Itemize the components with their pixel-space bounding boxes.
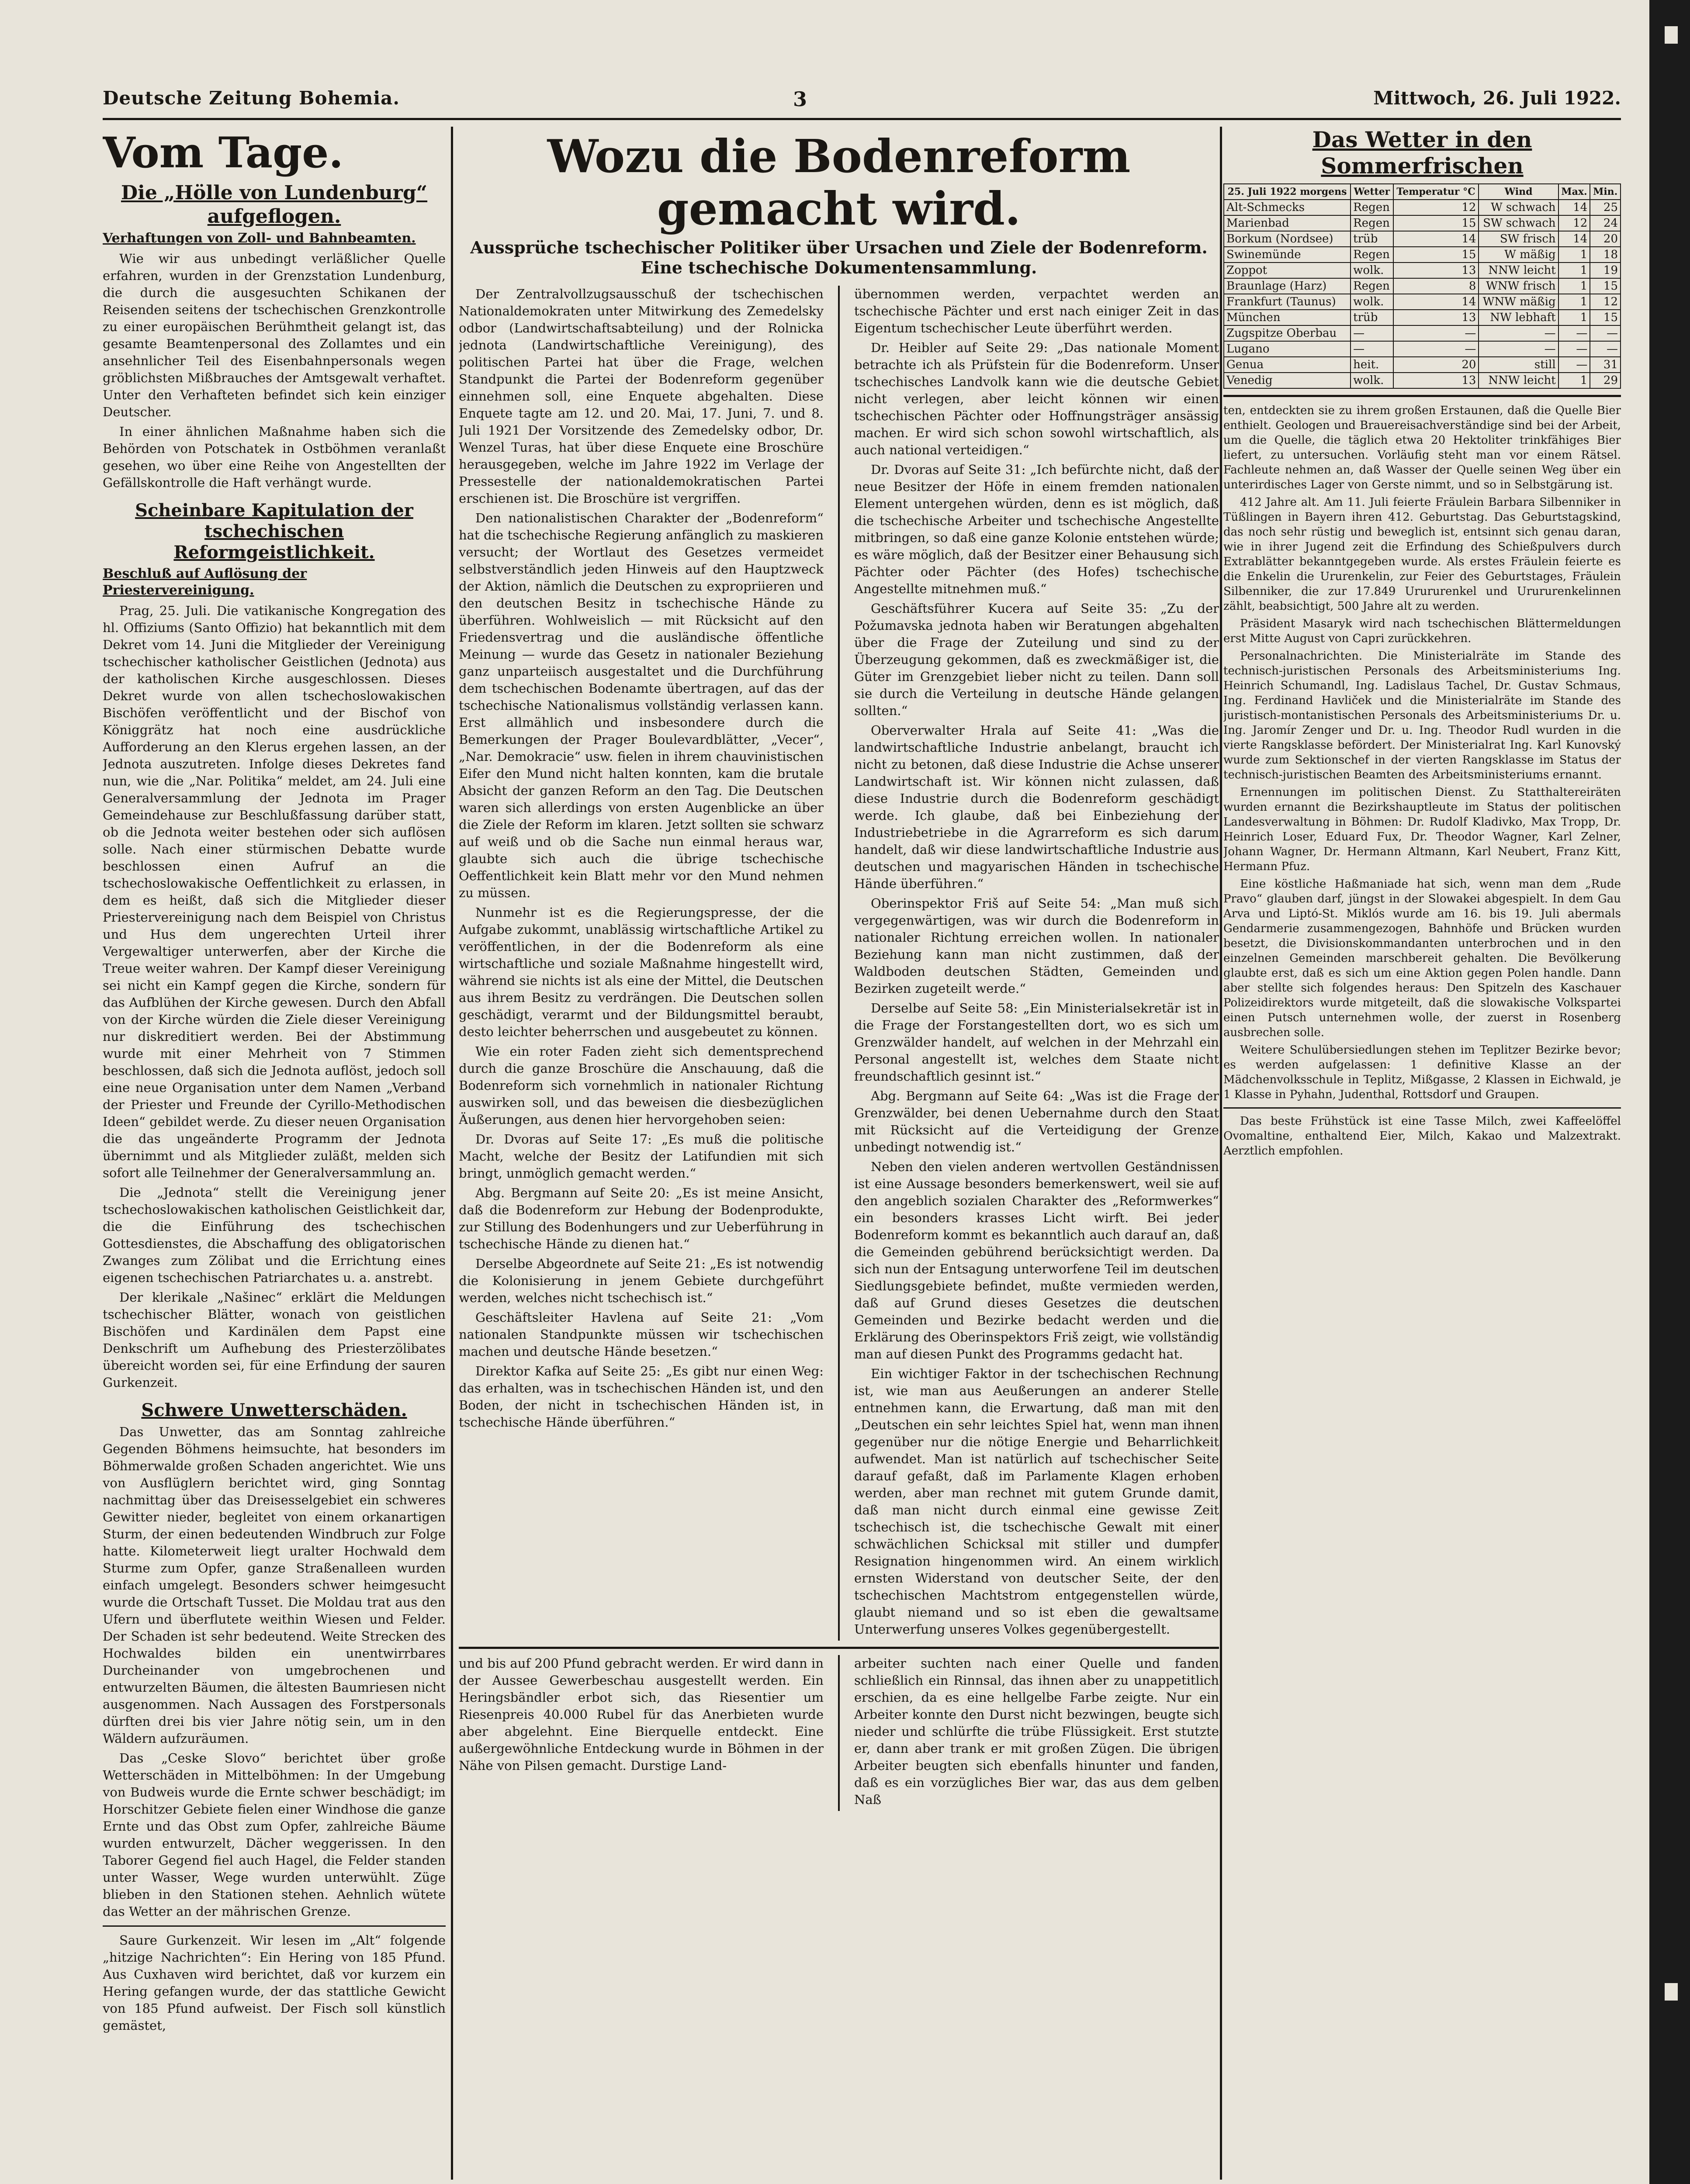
weather-cell: 15 xyxy=(1590,310,1621,325)
article-paragraph: Wie ein roter Faden zieht sich dementsprechend durch die ganze Broschüre die Anschauung, daß die Bodenreform sich vornehmlich in nationaler Richtung auswirken soll, und das beweisen die diesbezüglichen Äußerungen, aus denen hier hervorgehoben seien: xyxy=(459,1044,824,1127)
weather-cell: SW frisch xyxy=(1479,231,1558,247)
weather-cell: 24 xyxy=(1590,215,1621,231)
weather-date-header: 25. Juli 1922 morgens xyxy=(1224,184,1351,200)
weather-cell: — xyxy=(1393,341,1479,357)
weather-cell: 1 xyxy=(1558,310,1590,325)
quote-paragraph: Abg. Bergmann auf Seite 64: „Was ist die Frage der Grenzwälder, bei denen Uebernahme durch den Staat mit Rücksicht auf die Verteidigung der Grenze unbedingt notwendig ist.“ xyxy=(854,1089,1219,1154)
quote-paragraph: Abg. Bergmann auf Seite 20: „Es ist meine Ansicht, daß die Bodenreform zur Hebung der Bodenprodukte, zur Stillung des Bodenhungers und zur Ueberführung in tschechische Hände zu dienen hat.“ xyxy=(459,1185,824,1251)
quote-paragraph: Dr. Dvoras auf Seite 31: „Ich befürchte nicht, daß der neue Besitzer der Höfe in einem fremden nationalen Element untergehen würden, denn es ist möglich, daß die tschechische Arbeiter und tschechische Angestellte mitbringen, so daß eine ganze Kolonie entstehen würde; es wäre möglich, daß der Besitzer einer Behausung sich Pächter oder Pächter (des Hofes) tschechische Angestellte mitnehmen muß.“ xyxy=(854,462,1219,596)
weather-cell: wolk. xyxy=(1351,263,1393,278)
section-divider xyxy=(1223,1107,1621,1109)
weather-cell: 13 xyxy=(1393,263,1479,278)
weather-cell: wolk. xyxy=(1351,373,1393,388)
weather-cell: — xyxy=(1393,325,1479,341)
weather-row xyxy=(1224,294,1621,310)
article-paragraph: Wie wir aus unbedingt verläßlicher Quelle erfahren, wurden in der Grenzstation Lundenburg, die durch die ausgesuchten Schikanen der Reisenden seitens der tschechischen Grenzkontrolle zu einer europäischen Berühmtheit gelangt ist, das gesamte Beamtenpersonal des Zollamtes und ein ansehnlicher Teil des Eisenbahnpersonals wegen gröblichsten Mißbrauches der Amtsgewalt verhaftet. Unter den Verhafteten befindet sich kein einziger Deutscher. xyxy=(103,251,446,419)
article-paragraph: Die „Jednota“ stellt die Vereinigung jener tschechoslowakischen katholischen Geistlichkeit dar, die die Einführung des tschechischen Gottesdienstes, die Abschaffung des obligatorischen Zwanges zum Zölibat und die Errichtung eines eigenen tschechischen Patriarchates u. a. anstrebt. xyxy=(103,1185,446,1285)
article-paragraph: Neben den vielen anderen wertvollen Geständnissen ist eine Aussage besonders bemerkenswert, weil sie auf den angeblich sozialen Charakter des „Reformwerkes“ ein besonders krasses Licht wirft. Bei jeder Bodenreform kommt es bekanntlich auch darauf an, daß die Gemeinden gebührend berücksichtigt werden. Da sich nun der Entsagung unterworfene Teil im deutschen Siedlungsgebiete befindet, mußte vermieden werden, daß auf Grund dieses Gesetzes die deutschen Gemeinden und Bezirke bedacht werden und die Erklärung des Oberinspektors Friš zeigt, wie vollständig man auf diesen Punkt des Programms gedacht hat. xyxy=(854,1159,1219,1362)
article-paragraph: Ein wichtiger Faktor in der tschechischen Rechnung ist, wie man aus Aeußerungen an anderer Stelle entnehmen kann, die Erwartung, daß man mit den „Deutschen ein sehr leichtes Spiel hat, wenn man ihnen gegenüber nur die nötige Energie und Beharrlichkeit aufwendet. Man ist natürlich auf tschechischer Seite darauf gefaßt, daß im Parlamente Klagen erhoben werden, aber man rechnet mit gutem Grunde damit, daß man nicht durch einmal eine gewisse Zeit tschechisch ist, die tschechische Gewalt mit einer schwächlichen Schicksal mit stiller und dumpfer Resignation hingenommen wird. An einem wirklich ernsten Widerstand von deutscher Seite, der den tschechischen Machtstrom entgegenstellen würde, glaubt niemand und so ist eben die gewaltsame Unterwerfung unseres Volkes gegenübergestellt. xyxy=(854,1366,1219,1637)
weather-row xyxy=(1224,325,1621,341)
weather-cell: NNW leicht xyxy=(1479,263,1558,278)
main-subheadline: Eine tschechische Dokumentensammlung. xyxy=(641,258,1037,277)
main-article-columns xyxy=(459,286,1219,1641)
weather-cell: 15 xyxy=(1393,247,1479,263)
article-paragraph: Der Zentralvollzugsausschuß der tschechischen Nationaldemokraten unter Mitwirkung des Zemedelsky odbor (Landwirtschaftsabteilung) und der Rolnicka jednota (Landwirtschaftliche Vereinigung), des politischen Partei hat über die Frage, welchen Standpunkt die Partei der Bodenreform gegenüber einnehmen soll, eine Enquete abgehalten. Diese Enquete tagte am 12. und 20. Mai, 17. Juni, 7. und 8. Juli 1921 Der Vorsitzende des Zemedelsky odbor, Dr. Wenzel Turas, hat über diese Enquete eine Broschüre herausgegeben, welche im Jahre 1922 im Verlage der Pressestelle der nationaldemokratischen Partei erschienen ist. Die Broschüre ist vergriffen. xyxy=(459,287,824,506)
article-paragraph: Weitere Schulübersiedlungen stehen im Teplitzer Bezirke bevor; es werden aufgelassen: 1 definitive Klasse an der Mädchenvolksschule in Teplitz, Mißgasse, 2 Klassen in Eichwald, je 1 Klasse in Pyhahn, Judenthal, Rottsdorf und Graupen. xyxy=(1223,1044,1621,1101)
article-lede: Beschluß auf Auflösung der Priestervereinigung. xyxy=(103,566,307,598)
article-paragraph: Prag, 25. Juli. Die vatikanische Kongregation des hl. Offiziums (Santo Offizio) hat bekanntlich mit dem Dekret vom 14. Juni die Mitglieder der Vereinigung tschechischer katholischer Geistlichen (Jednota) aus der katholischen Kirche ausgeschlossen. Dieses Dekret wurde von allen tschechoslowakischen Bischöfen veröffentlicht und der Bischof von Königgrätz hat noch eine ausdrückliche Aufforderung an den Klerus ergehen lassen, an der Jednota auszutreten. Infolge dieses Dekretes fand nun, wie die „Nar. Politika“ meldet, am 24. Juli eine Generalversammlung der Jednota im Prager Gemeindehause zur Beschlußfassung darüber statt, ob die Jednota weiter bestehen oder sich auflösen solle. Nach einer stürmischen Debatte wurde beschlossen einen Aufruf an die tschechoslowakische Oeffentlichkeit zu erlassen, in dem es heißt, daß sich die Mitglieder dieser Priestervereinigung nach dem Beispiel von Christus und Hus dem ungerechten Urteil ihrer Vergewaltiger unterwerfen, aber der Kirche die Treue weiter wahren. Der Kampf dieser Vereinigung sei nicht ein Kampf gegen die Kirche, sondern für das Aufblühen der Kirche gewesen. Durch den Abfall von der Kirche würden die Ziele dieser Vereinigung nur diskreditiert werden. Bei der Abstimmung wurde mit einer Mehrheit von 7 Stimmen beschlossen, daß sich die Jednota auflöst, jedoch soll eine neue Organisation unter dem Namen „Verband der Priester und Freunde der Cyrillo-Methodischen Ideen“ gebildet werde. Zu dieser neuen Organisation die das ungeänderte Programm der Jednota übernimmt und als Mitglieder zuläßt, melden sich sofort alle Teilnehmer der Generalversammlung an. xyxy=(103,603,446,1180)
weather-cell: W mäßig xyxy=(1479,247,1558,263)
advertisement: Das beste Frühstück ist eine Tasse Milch, zwei Kaffeelöffel Ovomaltine, enthaltend Eier, Milch, Kakao und Malzextrakt. Aerztlich empfohlen. xyxy=(1223,1115,1621,1158)
article-lede: Verhaftungen von Zoll- und Bahnbeamten. xyxy=(103,231,416,246)
article-headline: Die „Hölle von Lundenburg“ aufgeflogen. xyxy=(121,182,428,228)
weather-cell: SW schwach xyxy=(1479,215,1558,231)
weather-col-header: Wetter xyxy=(1351,184,1393,200)
weather-cell: — xyxy=(1351,341,1393,357)
weather-location: Zugspitze Oberbau xyxy=(1224,325,1351,341)
weather-table-body xyxy=(1224,200,1621,388)
weather-cell: — xyxy=(1558,357,1590,373)
weather-cell: — xyxy=(1479,325,1558,341)
weather-cell: 14 xyxy=(1558,231,1590,247)
weather-cell: Regen xyxy=(1351,200,1393,215)
weather-cell: 14 xyxy=(1558,200,1590,215)
weather-cell: — xyxy=(1558,325,1590,341)
weather-cell: wolk. xyxy=(1351,294,1393,310)
weather-cell: 1 xyxy=(1558,247,1590,263)
article-paragraph: Personalnachrichten. Die Ministerialräte im Stande des technisch-juristischen Personals des Arbeitsministeriums Ing. Heinrich Schumandl, Ing. Ladislaus Tachel, Dr. Gustav Schmaus, Ing. Ferdinand Havliček und die Ministerialräte im Stande des juristisch-montanistischen Personals des Arbeitsministeriums Dr. u. Ing. Jaromír Zenger und Dr. u. Ing. Theodor Rudl wurden in die vierte Rangsklasse befördert. Der Ministerialrat Ing. Karl Kunovský wurde zum Sektionschef in der vierten Rangsklasse im Status der technisch-juristischen Beamten des Arbeitsministeriums ernannt. xyxy=(1223,650,1621,781)
weather-cell: 29 xyxy=(1590,373,1621,388)
quote-paragraph: Oberinspektor Friš auf Seite 54: „Man muß sich vergegenwärtigen, was wir durch die Bodenreform in nationaler Richtung erreichen wollen. In nationaler Beziehung kann man nicht zustimmen, daß der Waldboden deutschen Städten, Gemeinden und Bezirken zugeteilt werde.“ xyxy=(854,896,1219,996)
weather-cell: 1 xyxy=(1558,294,1590,310)
main-headline: Wozu die Bodenreform gemacht wird. xyxy=(547,129,1131,235)
weather-cell: 18 xyxy=(1590,247,1621,263)
weather-col-header: Temperatur °C xyxy=(1393,184,1479,200)
weather-cell: — xyxy=(1558,341,1590,357)
article-paragraph: ten, entdeckten sie zu ihrem großen Erstaunen, daß die Quelle Bier enthielt. Geologen und Brauereisachverständige sind bei der Arbeit, um die Quelle, die täglich etwa 20 Hektoliter trinkfähiges Bier liefert, zu untersuchen. Vorläufig steht man vor einem Rätsel. Fachleute nehmen an, daß Wasser der Quelle seinen Weg über ein unterirdisches Lager von Gerste nimmt, und so in Selbstgärung ist. xyxy=(1223,404,1621,491)
quote-paragraph: Dr. Heibler auf Seite 29: „Das nationale Moment betrachte ich als Prüfstein für die Bodenreform. Unser tschechisches Landvolk kann wie die deutsche Gebiet nicht verlegen, aber leicht können wir einen tschechischen Pächter oder Hoffnungsträger ansässig machen. Er wird sich schon sowohl wirtschaftlich, als auch national verteidigen.“ xyxy=(854,340,1219,457)
weather-cell: 31 xyxy=(1590,357,1621,373)
quote-paragraph: Geschäftsleiter Havlena auf Seite 21: „Vom nationalen Standpunkte müssen wir tschechischen machen und deutsche Hände besetzen.“ xyxy=(459,1310,824,1359)
section-divider xyxy=(459,1647,1219,1649)
weather-cell: 1 xyxy=(1558,373,1590,388)
weather-row xyxy=(1224,215,1621,231)
main-article-left xyxy=(459,286,824,1641)
weather-cell: still xyxy=(1479,357,1558,373)
weather-location: Swinemünde xyxy=(1224,247,1351,263)
quote-paragraph: Geschäftsführer Kucera auf Seite 35: „Zu der Požumavska jednota haben wir Beratungen abgehalten über die Frage der Zuteilung und sind zu der Überzeugung gekommen, daß es zweckmäßiger ist, die Güter im Grenzgebiet lieber nicht zu teilen. Dann soll sie durch die Verteilung in deutsche Hände gelangen sollten.“ xyxy=(854,601,1219,718)
weather-cell: W schwach xyxy=(1479,200,1558,215)
quote-paragraph: Direktor Kafka auf Seite 25: „Es gibt nur einen Weg: das erhalten, was in tschechischen Händen ist, und den Boden, der nicht in tschechischen Händen ist, in tschechische Hände überführen.“ xyxy=(459,1364,824,1430)
weather-cell: 12 xyxy=(1590,294,1621,310)
column-rule xyxy=(1220,127,1222,2180)
weather-cell: NW lebhaft xyxy=(1479,310,1558,325)
weather-row xyxy=(1224,278,1621,294)
article-paragraph: 412 Jahre alt. Am 11. Juli feierte Fräulein Barbara Silbenniker in Tüßlingen in Bayern ihren 412. Geburtstag. Das Geburtstagskind, das noch sehr rüstig und beweglich ist, entsinnt sich genau daran, wie in ihrer Jugend zeit die Erfindung des Schießpulvers durch Extrablätter bekanntgegeben wurde. Als erstes Fräulein feierte es die Enkelin die Ururenkelin, zur Feier des Geburtstages, Fräulein Silbenniker, die zur 17.849 Urururenkel und Urururenkelinnen zählt, beabsichtigt, 500 Jahre alt zu werden. xyxy=(1223,496,1621,613)
article-paragraph: Ernennungen im politischen Dienst. Zu Statthaltereiräten wurden ernannt die Bezirkshauptleute im Status der politischen Landesverwaltung in Böhmen: Dr. Rudolf Kladivko, Max Tropp, Dr. Heinrich Loser, Eduard Fux, Dr. Theodor Wagner, Karl Zelner, Johann Wagner, Dr. Hermann Altmann, Karl Neubert, Franz Kitt, Hermann Pfuz. xyxy=(1223,786,1621,873)
weather-cell: 14 xyxy=(1393,294,1479,310)
weather-row xyxy=(1224,247,1621,263)
weather-cell: 15 xyxy=(1393,215,1479,231)
masthead xyxy=(103,87,1621,118)
weather-location: Marienbad xyxy=(1224,215,1351,231)
weather-location: Venedig xyxy=(1224,373,1351,388)
weather-location: Lugano xyxy=(1224,341,1351,357)
article-paragraph: Der klerikale „Našinec“ erklärt die Meldungen tschechischer Blätter, wonach von geistlichen Bischöfen und Kardinälen dem Papst eine Denkschrift um Aufhebung des Priesterzölibates übereicht worden sei, für eine Erfindung der sauren Gurkenzeit. xyxy=(103,1290,446,1390)
weather-cell: — xyxy=(1590,341,1621,357)
scan-edge xyxy=(1649,0,1690,2184)
weather-cell: 15 xyxy=(1590,278,1621,294)
weather-cell: Regen xyxy=(1351,247,1393,263)
weather-row xyxy=(1224,263,1621,278)
section-title: Vom Tage. xyxy=(103,128,343,177)
scan-edge-mark xyxy=(1665,26,1678,44)
weather-col-header: Min. xyxy=(1590,184,1621,200)
weather-cell: 20 xyxy=(1590,231,1621,247)
quote-paragraph: Derselbe auf Seite 58: „Ein Ministerialsekretär ist in die Frage der Forstangestellten dort, wo es sich um Grenzwälder handelt, auf welchen in der Mehrzahl ein Personal angestellt ist, welches dem Staate nicht freundschaftlich gesinnt ist.“ xyxy=(854,1001,1219,1084)
article-headline: Schwere Unwetterschäden. xyxy=(141,1400,407,1420)
weather-cell: 13 xyxy=(1393,310,1479,325)
weather-cell: 13 xyxy=(1393,373,1479,388)
weather-cell: 14 xyxy=(1393,231,1479,247)
article-paragraph: Nunmehr ist es die Regierungspresse, der die Aufgabe zukommt, unablässig wirtschaftliche Artikel zu veröffentlichen, in der die Bodenreform als eine wirtschaftliche und soziale Maßnahme hingestellt wird, während sie nichts ist als eine der Mittel, die Deutschen aus ihrem Besitz zu verdrängen. Die Deutschen sollen geschädigt, verarmt und der Bildungsmittel beraubt, desto leichter beherrschen und ausgebeutet zu können. xyxy=(459,905,824,1039)
weather-cell: 20 xyxy=(1393,357,1479,373)
weather-location: Frankfurt (Taunus) xyxy=(1224,294,1351,310)
weather-cell: 8 xyxy=(1393,278,1479,294)
masthead-rule xyxy=(103,118,1621,120)
weather-cell: trüb xyxy=(1351,231,1393,247)
article-paragraph: Saure Gurkenzeit. Wir lesen im „Alt“ folgende „hitzige Nachrichten“: Ein Hering von 185 Pfund. Aus Cuxhaven wird berichtet, daß vor kurzem ein Hering gefangen wurde, der das stattliche Gewicht von 185 Pfund aufweist. Der Fisch soll künstlich gemästet, xyxy=(103,1933,446,2033)
weather-cell: WNW frisch xyxy=(1479,278,1558,294)
weather-cell: 19 xyxy=(1590,263,1621,278)
main-article-right xyxy=(854,286,1219,1641)
weather-cell: — xyxy=(1479,341,1558,357)
weather-location: Braunlage (Harz) xyxy=(1224,278,1351,294)
weather-location: Alt-Schmecks xyxy=(1224,200,1351,215)
weather-row xyxy=(1224,341,1621,357)
weather-location: München xyxy=(1224,310,1351,325)
main-subheadline: Aussprüche tschechischer Politiker über Ursachen und Ziele der Bodenreform. xyxy=(470,238,1208,257)
column-left xyxy=(103,127,446,2184)
weather-row xyxy=(1224,373,1621,388)
article-paragraph: übernommen werden, verpachtet werden an tschechische Pächter und erst nach einiger Zeit in das Eigentum tschechischer Leute überführt werden. xyxy=(854,287,1219,335)
weather-cell: heit. xyxy=(1351,357,1393,373)
scan-edge-mark xyxy=(1665,1983,1678,2001)
column-rule xyxy=(838,1655,840,1811)
column-rule xyxy=(451,127,453,2180)
quote-paragraph: Derselbe Abgeordnete auf Seite 21: „Es ist notwendig die Kolonisierung in jenem Gebiete durchgeführt werden, welches nicht tschechisch ist.“ xyxy=(459,1256,824,1305)
weather-cell: — xyxy=(1590,325,1621,341)
weather-cell: 1 xyxy=(1558,278,1590,294)
weather-location: Genua xyxy=(1224,357,1351,373)
article-paragraph: Präsident Masaryk wird nach tschechischen Blättermeldungen erst Mitte August von Capri zurückkehren. xyxy=(1223,617,1621,645)
weather-row xyxy=(1224,357,1621,373)
weather-title: Das Wetter in den Sommerfrischen xyxy=(1312,127,1532,179)
weather-row xyxy=(1224,231,1621,247)
column-main xyxy=(459,127,1219,2184)
column-right xyxy=(1223,127,1621,2184)
article-paragraph: arbeiter suchten nach einer Quelle und fanden schließlich ein Rinnsal, das ihnen aber zu unappetitlich erschien, da es eine hellgelbe Farbe zeigte. Nur ein Arbeiter konnte den Durst nicht bezwingen, beugte sich nieder und schlürfte die trübe Flüssigkeit. Erst stutzte er, dann aber trank er mit großen Zügen. Die übrigen Arbeiter beugten sich ebenfalls hinunter und fanden, daß es ein vorzügliches Bier war, das aus dem gelben Naß xyxy=(854,1656,1219,1807)
weather-location: Borkum (Nordsee) xyxy=(1224,231,1351,247)
weather-cell: NNW leicht xyxy=(1479,373,1558,388)
weather-col-header: Wind xyxy=(1479,184,1558,200)
masthead-paper-name: Deutsche Zeitung Bohemia. xyxy=(103,87,400,109)
article-paragraph: Das Unwetter, das am Sonntag zahlreiche Gegenden Böhmens heimsuchte, hat besonders im Böhmerwalde großen Schaden angerichtet. Wie uns von Ausflüglern berichtet wird, ging Sonntag nachmittag über das Dreisesselgebiet ein schweres Gewitter nieder, begleitet von einem orkanartigen Sturm, der einen bedeutenden Windbruch zur Folge hatte. Kilometerweit liegt uralter Hochwald dem Sturme zum Opfer, ganze Straßenalleen wurden einfach umgelegt. Besonders schwer heimgesucht wurde die Ortschaft Tusset. Die Moldau trat aus den Ufern und überflutete weithin Wiesen und Felder. Der Schaden ist sehr bedeutend. Weite Strecken des Hochwaldes bilden ein unentwirrbares Durcheinander von umgebrochenen und entwurzelten Bäumen, die ältesten Baumriesen nicht ausgenommen. Nach Aussagen des Forstpersonals dürften drei bis vier Jahre nötig sein, um in den Wäldern aufzuräumen. xyxy=(103,1424,446,1746)
masthead-date: Mittwoch, 26. Juli 1922. xyxy=(1373,87,1621,109)
weather-location: Zoppot xyxy=(1224,263,1351,278)
weather-cell: 12 xyxy=(1558,215,1590,231)
weather-cell: WNW mäßig xyxy=(1479,294,1558,310)
weather-table xyxy=(1223,183,1621,389)
article-paragraph: Das „Ceske Slovo“ berichtet über große Wetterschäden in Mittelböhmen: In der Umgebung von Budweis wurde die Ernte schwer beschädigt; im Horschitzer Gebiete fielen einer Windhose die ganze Ernte und das Obst zum Opfer, zahlreiche Bäume wurden entwurzelt, Dächer weggerissen. In den Taborer Gegend fiel auch Hagel, die Felder standen unter Wasser, Wege wurden unterwühlt. Züge blieben in den Stationen stehen. Aehnlich wütete das Wetter an der mährischen Grenze. xyxy=(103,1751,446,1919)
weather-header-row xyxy=(1224,184,1621,200)
weather-cell: 25 xyxy=(1590,200,1621,215)
article-headline: Scheinbare Kapitulation der tschechischen Reformgeistlichkeit. xyxy=(135,500,413,563)
column-rule xyxy=(838,286,840,1641)
article-paragraph: und bis auf 200 Pfund gebracht werden. Er wird dann in der Aussee Gewerbeschau ausgestellt werden. Ein Heringsbändler erbot sich, das Riesentier um Riesenpreis 40.000 Rubel für das Anerbieten wurde aber abgelehnt. Eine Bierquelle entdeckt. Eine außergewöhnliche Entdeckung wurde in Böhmen in der Nähe von Pilsen gemacht. Durstige Land- xyxy=(459,1656,824,1773)
weather-cell: 12 xyxy=(1393,200,1479,215)
weather-col-header: Max. xyxy=(1558,184,1590,200)
weather-cell: trüb xyxy=(1351,310,1393,325)
quote-paragraph: Dr. Dvoras auf Seite 17: „Es muß die politische Macht, welche der Besitz der Latifundien mit sich bringt, unmöglich gemacht werden.“ xyxy=(459,1132,824,1181)
quote-paragraph: Oberverwalter Hrala auf Seite 41: „Was die landwirtschaftliche Industrie anbelangt, braucht ich nicht zu betonen, daß diese Industrie die Achse unserer Landwirtschaft ist. Wir können nicht zulassen, daß diese Industrie durch die Bodenreform geschädigt werde. Ich glaube, daß bei Einbeziehung der Industriebetriebe in die Agrarreform es sich darum handelt, daß wir diese landwirtschaftliche Industrie aus deutschen und magyarischen Händen in tschechische Hände überführen.“ xyxy=(854,723,1219,891)
section-divider xyxy=(103,1925,446,1927)
article-paragraph: Den nationalistischen Charakter der „Bodenreform“ hat die tschechische Regierung anfänglich zu maskieren versucht; der Wortlaut des Gesetzes vermeidet selbstverständlich jeden Hinweis auf den Hauptzweck der Aktion, nämlich die Deutschen zu expropriieren und den deutschen Besitz in tschechische Hände zu überführen. Wohlweislich — mit Rücksicht auf den Friedensvertrag und die ausländische öffentliche Meinung — wurde das Gesetz in nationaler Beziehung ganz unparteiisch ausgestaltet und die Durchführung dem tschechischen Bodenamte übertragen, auf das der tschechische Nationalismus vollständig verlassen kann. Erst allmählich und insbesondere durch die Bemerkungen der Prager Boulevardblätter, „Vecer“, „Nar. Demokracie“ usw. fielen in ihrem chauvinistischen Eifer den Mund nicht halten konnten, kam die brutale Absicht der ganzen Reform an den Tag. Die Deutschen waren sich allerdings von ersten Augenblicke an über die Ziele der Reform im klaren. Jetzt sollten sie schwarz auf weiß und ob die Sache nun einmal heraus war, glaubte sich auch die übrige tschechische Oeffentlichkeit kein Blatt mehr vor den Mund nehmen zu müssen. xyxy=(459,511,824,900)
weather-cell: Regen xyxy=(1351,278,1393,294)
weather-cell: Regen xyxy=(1351,215,1393,231)
weather-row xyxy=(1224,310,1621,325)
masthead-page-number: 3 xyxy=(793,87,807,111)
weather-row xyxy=(1224,200,1621,215)
section-divider xyxy=(1223,395,1621,397)
weather-cell: — xyxy=(1351,325,1393,341)
bottom-columns xyxy=(459,1655,1219,1811)
article-paragraph: In einer ähnlichen Maßnahme haben sich die Behörden von Potschatek in Ostböhmen veranlaßt gesehen, wo über eine Reihe von Angestellten der Gefällskontrolle die Haft verhängt wurde. xyxy=(103,424,446,490)
article-paragraph: Eine köstliche Haßmaniade hat sich, wenn man dem „Rude Pravo“ glauben darf, jüngst in der Slowakei abgespielt. In dem Gau Arva und Liptó-St. Miklós wurde am 16. bis 19. Juli abermals Gendarmerie zusammengezogen, Bahnhöfe und Brücken wurden besetzt, die Divisionskommandanten unterbrochen und in den einzelnen Gemeinden marschbereit gehalten. Die Bevölkerung glaubte erst, daß es sich um eine Aktion gegen Polen handle. Dann aber stellte sich folgendes heraus: Den Spitzeln des Kaschauer Polizeidirektors wurde mitgeteilt, daß die slowakische Volkspartei einen Putsch unternehmen wolle, der zuerst in Rosenberg ausbrechen solle. xyxy=(1223,878,1621,1039)
weather-cell: 1 xyxy=(1558,263,1590,278)
